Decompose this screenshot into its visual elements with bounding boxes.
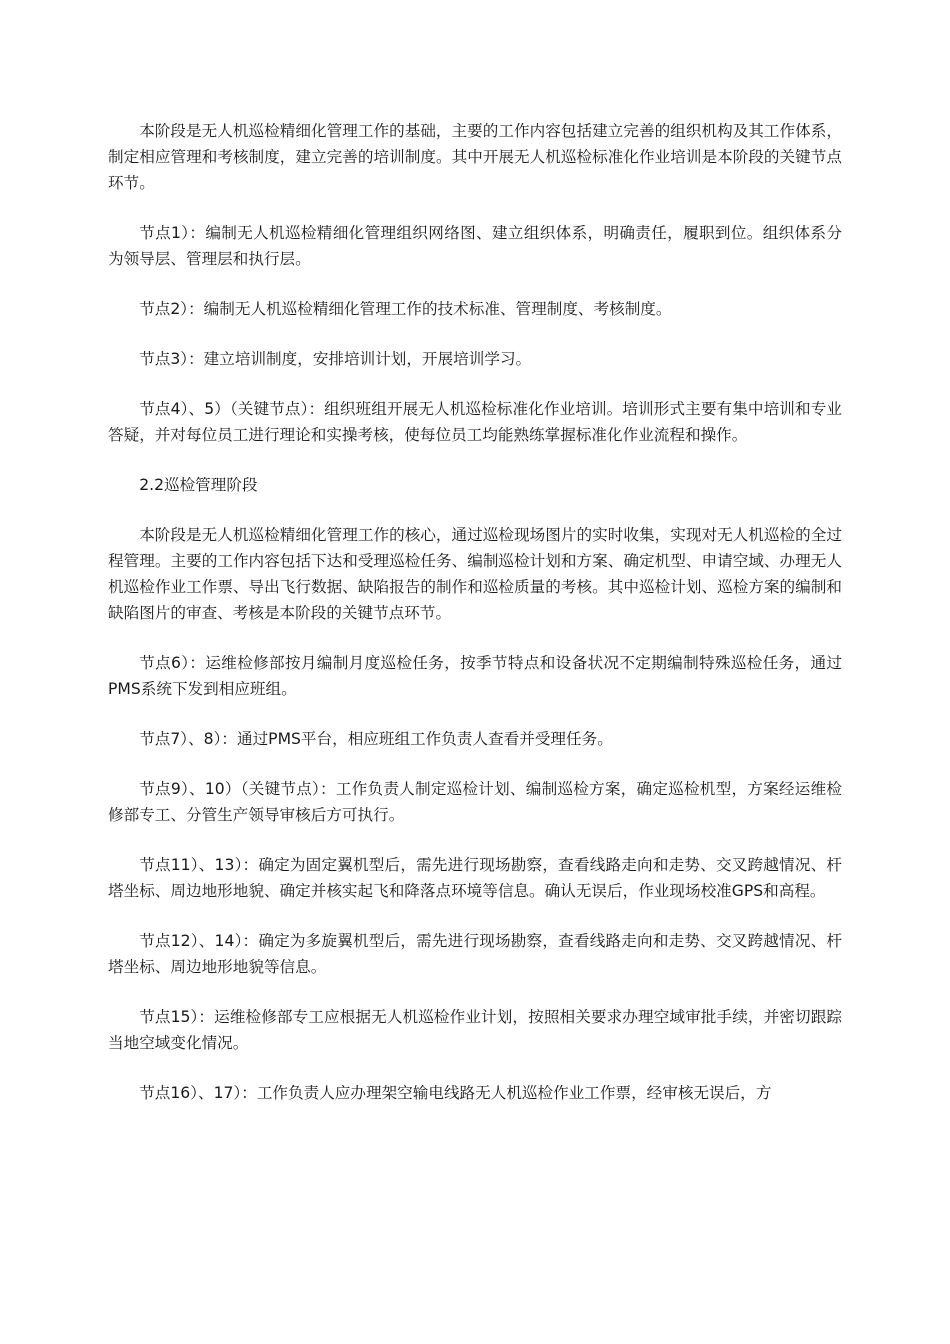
paragraph-node-1: 节点1）：编制无人机巡检精细化管理组织网络图、建立组织体系，明确责任，履职到位。组织体系分为领导层、管理层和执行层。 [108,224,842,268]
paragraph-node-12-14: 节点12）、14）：确定为多旋翼机型后，需先进行现场勘察，查看线路走向和走势、交叉跨越情况、杆塔坐标、周边地形地貌等信息。 [108,932,842,976]
document-body [108,118,842,1130]
paragraph-node-4-5: 节点4）、5）（关键节点）：组织班组开展无人机巡检标准化作业培训。培训形式主要有集中培训和专业答疑，并对每位员工进行理论和实操考核，使每位员工均能熟练掌握标准化作业流程和操作。 [108,400,842,444]
section-heading: 2.2巡检管理阶段 [139,476,258,494]
paragraph-inspection-intro: 本阶段是无人机巡检精细化管理工作的核心，通过巡检现场图片的实时收集，实现对无人机巡检的全过程管理。主要的工作内容包括下达和受理巡检任务、编制巡检计划和方案、确定机型、申请空域、办理无人机巡检作业工作票、导出飞行数据、缺陷报告的制作和巡检质量的考核。其中巡检计划、巡检方案的编制和缺陷图片的审查、考核是本阶段的关键节点环节。 [108,526,842,622]
paragraph-node-15: 节点15）：运维检修部专工应根据无人机巡检作业计划，按照相关要求办理空域审批手续，并密切跟踪当地空域变化情况。 [108,1008,842,1052]
paragraph-node-16-17: 节点16）、17）：工作负责人应办理架空输电线路无人机巡检作业工作票，经审核无误后，方 [139,1084,772,1102]
paragraph-node-3: 节点3）：建立培训制度，安排培训计划，开展培训学习。 [139,350,532,368]
paragraph-node-11-13: 节点11）、13）：确定为固定翼机型后，需先进行现场勘察，查看线路走向和走势、交叉跨越情况、杆塔坐标、周边地形地貌、确定并核实起飞和降落点环境等信息。确认无误后，作业现场校准GPS和高程。 [108,856,842,900]
paragraph-node-7-8: 节点7）、8）：通过PMS平台，相应班组工作负责人查看并受理任务。 [139,730,613,748]
paragraph-stage-intro: 本阶段是无人机巡检精细化管理工作的基础，主要的工作内容包括建立完善的组织机构及其工作体系，制定相应管理和考核制度，建立完善的培训制度。其中开展无人机巡检标准化作业培训是本阶段的关键节点环节。 [108,122,842,192]
paragraph-node-6: 节点6）：运维检修部按月编制月度巡检任务，按季节特点和设备状况不定期编制特殊巡检任务，通过PMS系统下发到相应班组。 [108,654,842,698]
paragraph-node-9-10: 节点9）、10）（关键节点）：工作负责人制定巡检计划、编制巡检方案，确定巡检机型，方案经运维检修部专工、分管生产领导审核后方可执行。 [108,780,842,824]
paragraph-node-2: 节点2）：编制无人机巡检精细化管理工作的技术标准、管理制度、考核制度。 [139,300,672,318]
